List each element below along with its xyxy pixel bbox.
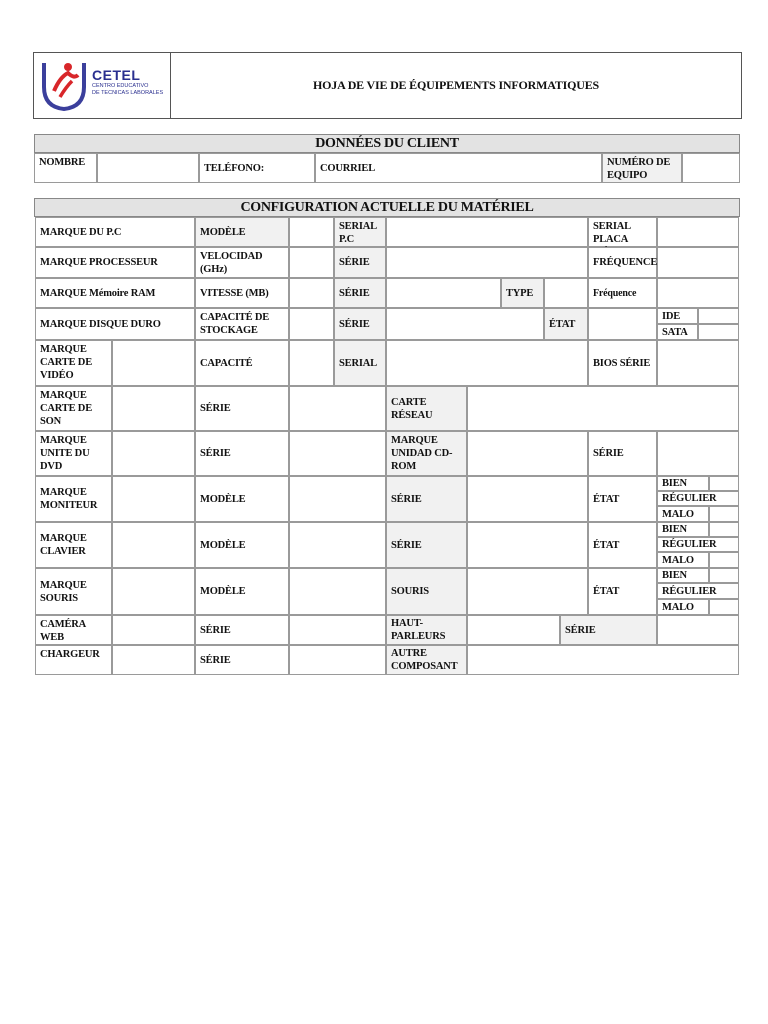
carte-reseau-field[interactable]: [467, 386, 739, 431]
serie-chargeur-field[interactable]: [289, 645, 386, 675]
modele-souris-field[interactable]: [289, 568, 386, 615]
sata-checkbox[interactable]: [698, 324, 739, 340]
serial-pc-field[interactable]: [386, 217, 588, 247]
label-type-ram: TYPE: [501, 278, 544, 308]
nombre-field[interactable]: [97, 153, 199, 183]
bien-moniteur-checkbox[interactable]: [709, 476, 739, 491]
label-serial-placa: SERIAL PLACA: [588, 217, 657, 247]
serie-moniteur-field[interactable]: [467, 476, 588, 522]
label-modele-clavier: MODÈLE: [195, 522, 289, 568]
label-telefono: TELÉFONO:: [199, 153, 315, 183]
marque-son-field[interactable]: [112, 386, 195, 431]
label-velocidad: VELOCIDAD (GHz): [195, 247, 289, 278]
label-marque-dvd: MARQUE UNITE DU DVD: [35, 431, 112, 476]
camera-web-field[interactable]: [112, 615, 195, 645]
serie-son-field[interactable]: [289, 386, 386, 431]
malo-souris-checkbox[interactable]: [709, 599, 739, 615]
marque-cdrom-field[interactable]: [467, 431, 588, 476]
label-regulier-clavier[interactable]: RÉGULIER: [657, 537, 739, 552]
label-bien-moniteur: BIEN: [657, 476, 709, 491]
marque-moniteur-field[interactable]: [112, 476, 195, 522]
vitesse-field[interactable]: [289, 278, 334, 308]
serie-clavier-field[interactable]: [467, 522, 588, 568]
label-marque-souris: MARQUE SOURIS: [35, 568, 112, 615]
label-etat-souris: ÉTAT: [588, 568, 657, 615]
document-header: [33, 52, 742, 119]
malo-clavier-checkbox[interactable]: [709, 552, 739, 568]
marque-video-field[interactable]: [112, 340, 195, 386]
label-malo-souris: MALO: [657, 599, 709, 615]
label-malo-clavier: MALO: [657, 552, 709, 568]
autre-composant-field[interactable]: [467, 645, 739, 675]
numero-equipo-field[interactable]: [682, 153, 740, 183]
label-marque-cdrom: MARQUE UNIDAD CD-ROM: [386, 431, 467, 476]
bios-serie-field[interactable]: [657, 340, 739, 386]
souris-field[interactable]: [467, 568, 588, 615]
label-serie-haut-parleurs: SÉRIE: [560, 615, 657, 645]
label-serie-cdrom: SÉRIE: [588, 431, 657, 476]
label-autre-composant: AUTRE COMPOSANT: [386, 645, 467, 675]
label-modele-pc: MODÈLE: [195, 217, 289, 247]
label-serie-dvd: SÉRIE: [195, 431, 289, 476]
label-marque-video: MARQUE CARTE DE VIDÉO: [35, 340, 112, 386]
marque-dvd-field[interactable]: [112, 431, 195, 476]
label-regulier-moniteur[interactable]: RÉGULIER: [657, 491, 739, 506]
label-serial-video: SERIAL: [334, 340, 386, 386]
label-serial-pc: SERIAL P.C: [334, 217, 386, 247]
label-modele-moniteur: MODÈLE: [195, 476, 289, 522]
label-marque-disque: MARQUE DISQUE DURO: [35, 308, 195, 340]
label-marque-ram: MARQUE Mémoire RAM: [35, 278, 195, 308]
marque-souris-field[interactable]: [112, 568, 195, 615]
cetel-logo-icon: [38, 57, 90, 113]
capacite-stockage-field[interactable]: [289, 308, 334, 340]
marque-clavier-field[interactable]: [112, 522, 195, 568]
label-bien-clavier: BIEN: [657, 522, 709, 537]
label-malo-moniteur: MALO: [657, 506, 709, 522]
config-section-title: CONFIGURATION ACTUELLE DU MATÉRIEL: [34, 198, 740, 217]
etat-disque-field[interactable]: [588, 308, 657, 340]
label-marque-clavier: MARQUE CLAVIER: [35, 522, 112, 568]
label-serie-disque: SÉRIE: [334, 308, 386, 340]
serie-camera-field[interactable]: [289, 615, 386, 645]
label-serie-camera: SÉRIE: [195, 615, 289, 645]
label-nombre: NOMBRE: [34, 153, 97, 183]
label-modele-souris: MODÈLE: [195, 568, 289, 615]
logo-subtitle-1: CENTRO EDUCATIVO: [92, 83, 149, 89]
label-serie-son: SÉRIE: [195, 386, 289, 431]
serie-dvd-field[interactable]: [289, 431, 386, 476]
type-ram-field[interactable]: [544, 278, 588, 308]
serie-disque-field[interactable]: [386, 308, 544, 340]
label-serie-ram: SÉRIE: [334, 278, 386, 308]
label-serie-moniteur: SÉRIE: [386, 476, 467, 522]
label-capacite-stockage: CAPACITÉ DE STOCKAGE: [195, 308, 289, 340]
logo-subtitle-2: DE TECNICAS LABORALES: [92, 90, 164, 96]
label-etat-moniteur: ÉTAT: [588, 476, 657, 522]
label-courriel: COURRIEL: [315, 153, 602, 183]
label-capacite-video: CAPACITÉ: [195, 340, 289, 386]
frequence-field[interactable]: [657, 247, 739, 278]
modele-pc-field[interactable]: [289, 217, 334, 247]
logo-name: CETEL: [92, 67, 141, 83]
serial-video-field[interactable]: [386, 340, 588, 386]
label-serie-processeur: SÉRIE: [334, 247, 386, 278]
logo-area: [34, 53, 171, 118]
label-regulier-souris[interactable]: RÉGULIER: [657, 583, 739, 599]
label-bien-souris: BIEN: [657, 568, 709, 583]
bien-souris-checkbox[interactable]: [709, 568, 739, 583]
label-serie-chargeur: SÉRIE: [195, 645, 289, 675]
malo-moniteur-checkbox[interactable]: [709, 506, 739, 522]
label-souris: SOURIS: [386, 568, 467, 615]
serie-processeur-field[interactable]: [386, 247, 588, 278]
serie-haut-parleurs-field[interactable]: [657, 615, 739, 645]
haut-parleurs-field[interactable]: [467, 615, 560, 645]
label-camera-web: CAMÉRA WEB: [35, 615, 112, 645]
label-serie-clavier: SÉRIE: [386, 522, 467, 568]
capacite-video-field[interactable]: [289, 340, 334, 386]
label-bios-serie: BIOS SÉRIE: [588, 340, 657, 386]
label-carte-reseau: CARTE RÉSEAU: [386, 386, 467, 431]
label-frequence-ram: Fréquence: [588, 278, 657, 308]
label-haut-parleurs: HAUT-PARLEURS: [386, 615, 467, 645]
logo-text: [92, 67, 163, 97]
bien-clavier-checkbox[interactable]: [709, 522, 739, 537]
ide-checkbox[interactable]: [698, 308, 739, 324]
label-numero-equipo: NUMÉRO DE EQUIPO: [602, 153, 682, 183]
label-chargeur: CHARGEUR: [35, 645, 112, 675]
document-title: HOJA DE VIE DE ÉQUIPEMENTS INFORMATIQUES: [313, 78, 599, 92]
frequence-ram-field[interactable]: [657, 278, 739, 308]
modele-moniteur-field[interactable]: [289, 476, 386, 522]
serial-placa-field[interactable]: [657, 217, 739, 247]
chargeur-field[interactable]: [112, 645, 195, 675]
serie-ram-field[interactable]: [386, 278, 501, 308]
velocidad-field[interactable]: [289, 247, 334, 278]
label-marque-son: MARQUE CARTE DE SON: [35, 386, 112, 431]
serie-cdrom-field[interactable]: [657, 431, 739, 476]
label-etat-clavier: ÉTAT: [588, 522, 657, 568]
label-marque-pc: MARQUE DU P.C: [35, 217, 195, 247]
label-marque-moniteur: MARQUE MONITEUR: [35, 476, 112, 522]
label-ide: IDE: [657, 308, 698, 324]
label-vitesse: VITESSE (MB): [195, 278, 289, 308]
label-sata: SATA: [657, 324, 698, 340]
modele-clavier-field[interactable]: [289, 522, 386, 568]
label-frequence: FRÉQUENCE: [588, 247, 657, 278]
label-etat-disque: ÉTAT: [544, 308, 588, 340]
client-section-title: DONNÉES DU CLIENT: [34, 134, 740, 153]
label-marque-processeur: MARQUE PROCESSEUR: [35, 247, 195, 278]
